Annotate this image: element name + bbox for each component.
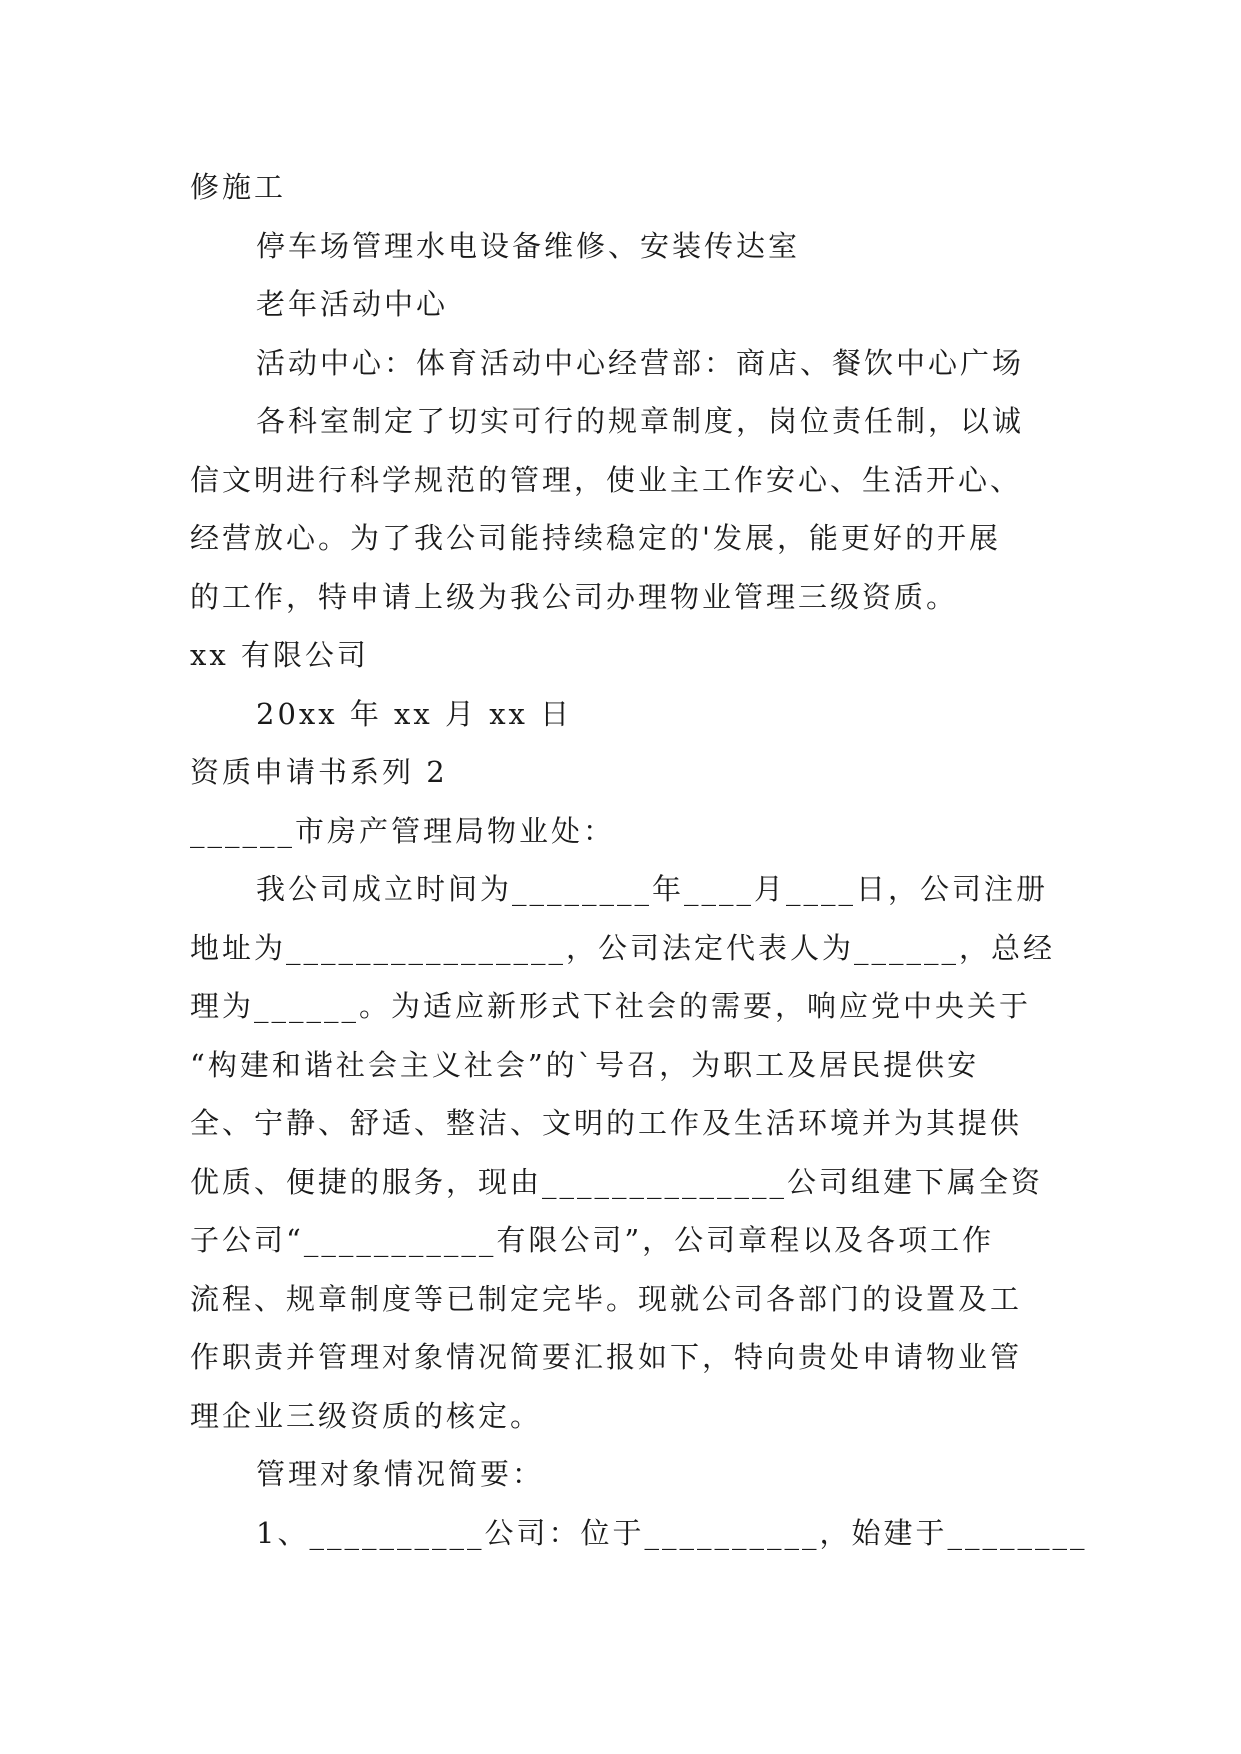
text-line: 资质申请书系列 2: [190, 755, 448, 789]
text-line: 作职责并管理对象情况简要汇报如下，特向贵处申请物业管: [190, 1340, 1023, 1374]
text-line: 优质、便捷的服务，现由______________公司组建下属全资: [190, 1164, 1044, 1199]
text-line: xx 有限公司: [190, 638, 369, 672]
text-line: 理为______。为适应新形式下社会的需要，响应党中央关于: [190, 989, 1032, 1023]
text-line: 我公司成立时间为________年____月____日，公司注册: [256, 872, 1049, 906]
text-line: 经营放心。为了我公司能持续稳定的'发展，能更好的开展: [190, 521, 1001, 555]
text-line: 管理对象情况简要：: [256, 1457, 545, 1491]
text-line: 地址为________________，公司法定代表人为______，总经: [190, 930, 1056, 965]
text-line: 全、宁静、舒适、整洁、文明的工作及生活环境并为其提供: [190, 1106, 1023, 1140]
text-line: 各科室制定了切实可行的规章制度，岗位责任制，以诚: [256, 404, 1025, 438]
text-line: 修施工: [190, 170, 287, 204]
text-line: “构建和谐社会主义社会”的`号召，为职工及居民提供安: [190, 1047, 980, 1082]
text-line: 流程、规章制度等已制定完毕。现就公司各部门的设置及工: [190, 1281, 1023, 1316]
text-line: 停车场管理水电设备维修、安装传达室: [256, 228, 801, 263]
document-page: [190, 158, 1088, 1562]
text-line: 1、__________公司：位于__________，始建于________: [256, 1515, 1088, 1550]
text-line: 20xx 年 xx 月 xx 日: [256, 696, 573, 731]
text-line: 子公司“___________有限公司”，公司章程以及各项工作: [190, 1223, 995, 1257]
text-line: 老年活动中心: [256, 287, 449, 321]
text-line: 信文明进行科学规范的管理，使业主工作安心、生活开心、: [190, 462, 1023, 497]
text-line: 理企业三级资质的核定。: [190, 1398, 543, 1433]
text-line: ______市房产管理局物业处：: [190, 813, 616, 848]
document-body: [190, 158, 1088, 1562]
text-line: 活动中心：体育活动中心经营部：商店、餐饮中心广场: [256, 345, 1025, 380]
text-line: 的工作，特申请上级为我公司办理物业管理三级资质。: [190, 579, 959, 614]
